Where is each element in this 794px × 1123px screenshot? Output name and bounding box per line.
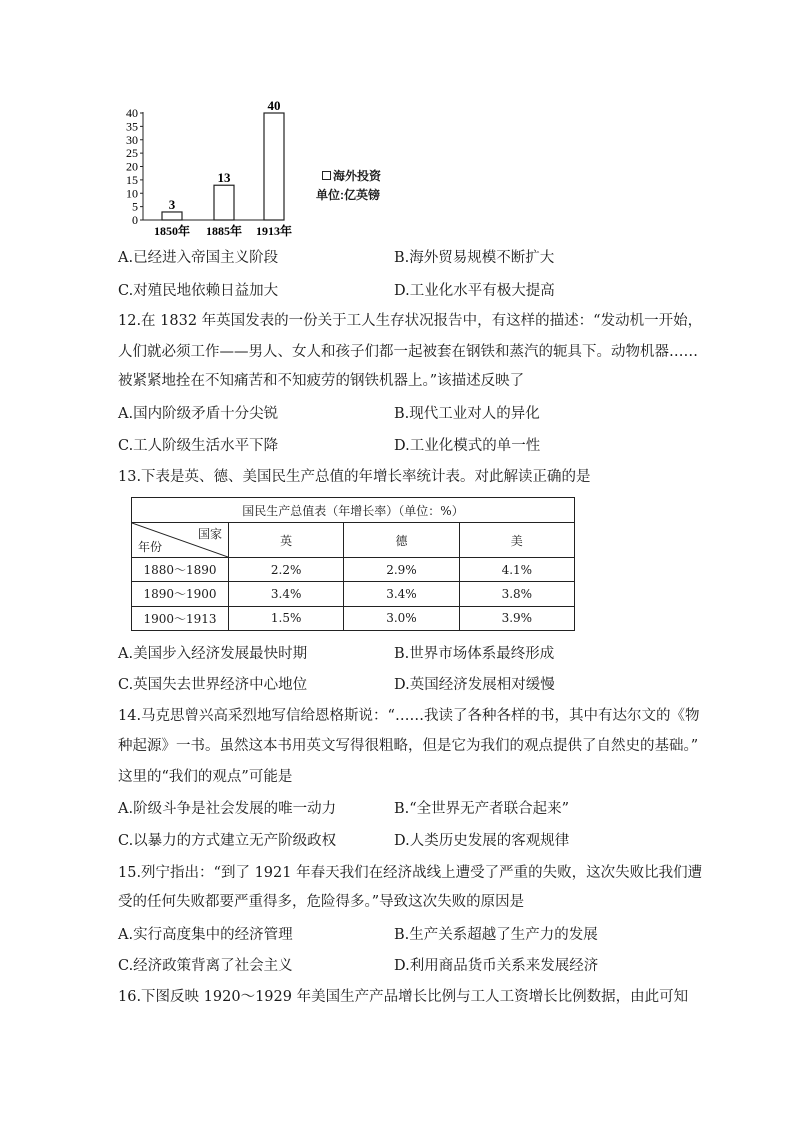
y-tick-label: 10 [126, 186, 138, 201]
q11-option-d: D.工业化水平有极大提高 [394, 283, 555, 299]
cell-de: 2.9% [344, 558, 459, 582]
bar-data-label: 3 [168, 196, 176, 212]
y-tick-label: 40 [126, 106, 138, 120]
q15-option-a: A.实行高度集中的经济管理 [118, 927, 293, 943]
y-axis-ticks [126, 106, 143, 227]
row-period: 1900～1913 [132, 606, 229, 630]
q12-stem-1: 12.在 1832 年英国发表的一份关于工人生存状况报告中，有这样的描述：“发动机一开始， [118, 313, 703, 329]
q12-stem-3: 被紧紧地拴在不知痛苦和不知疲劳的钢铁机器上。”该描述反映了 [118, 373, 525, 389]
legend-label: 海外投资 [322, 167, 381, 184]
q14-stem-1: 14.马克思曾兴高采烈地写信给恩格斯说：“……我读了各种各样的书，其中有达尔文的《物 [118, 708, 700, 724]
y-tick-label: 30 [126, 132, 138, 147]
bar [264, 113, 284, 220]
q11-option-a: A.已经进入帝国主义阶段 [118, 250, 279, 266]
q15-option-c: C.经济政策背离了社会主义 [118, 958, 293, 974]
col-header-de: 德 [344, 523, 459, 558]
cell-us: 4.1% [459, 558, 574, 582]
gdp-growth-table [131, 497, 575, 631]
x-category-label: 1913年 [255, 224, 293, 238]
q15-stem-1: 15.列宁指出：“到了 1921 年春天我们在经济战线上遭受了严重的失败，这次失败比我们遭 [118, 865, 703, 881]
q12-stem-2: 人们就必须工作——男人、女人和孩子们都一起被套在钢铁和蒸汽的轭具下。动物机器…… [118, 344, 698, 360]
q11-option-b: B.海外贸易规模不断扩大 [394, 250, 555, 266]
q13-option-a: A.美国步入经济发展最快时期 [118, 646, 308, 662]
table-row [132, 606, 575, 630]
table-row [132, 558, 575, 582]
cell-uk: 1.5% [229, 606, 344, 630]
cell-uk: 2.2% [229, 558, 344, 582]
q14-option-a: A.阶级斗争是社会发展的唯一动力 [118, 801, 337, 817]
q13-option-b: B.世界市场体系最终形成 [394, 646, 555, 662]
q16-stem-1: 16.下图反映 1920～1929 年美国生产产品增长比例与工人工资增长比例数据，由此可知 [118, 989, 689, 1005]
col-header-uk: 英 [229, 523, 344, 558]
q12-option-b: B.现代工业对人的异化 [394, 406, 540, 422]
corner-bottom-label: 年份 [138, 540, 163, 554]
bar [214, 185, 234, 220]
q12-option-a: A.国内阶级矛盾十分尖锐 [118, 406, 279, 422]
q13-option-d: D.英国经济发展相对缓慢 [394, 677, 555, 693]
q11-option-c: C.对殖民地依赖日益加大 [118, 283, 279, 299]
table-row [132, 582, 575, 606]
col-header-us: 美 [459, 523, 574, 558]
q14-option-d: D.人类历史发展的客观规律 [394, 833, 570, 849]
cell-us: 3.8% [459, 582, 574, 606]
q13-option-c: C.英国失去世界经济中心地位 [118, 677, 308, 693]
cell-de: 3.4% [344, 582, 459, 606]
cell-uk: 3.4% [229, 582, 344, 606]
y-tick-label: 15 [126, 172, 138, 187]
y-tick-label: 35 [126, 119, 138, 134]
table-title: 国民生产总值表（年增长率）（单位：%） [132, 498, 575, 523]
bar-data-label: 40 [267, 100, 281, 113]
cell-de: 3.0% [344, 606, 459, 630]
bar-data-label: 13 [217, 170, 231, 186]
overseas-investment-chart [112, 100, 312, 240]
corner-top-label: 国家 [197, 527, 222, 541]
chart-unit: 单位:亿英镑 [316, 188, 380, 202]
legend-swatch-box [322, 171, 331, 180]
cell-us: 3.9% [459, 606, 574, 630]
q13-stem-1: 13.下表是英、德、美国民生产总值的年增长率统计表。对此解读正确的是 [118, 469, 591, 485]
q12-option-c: C.工人阶级生活水平下降 [118, 438, 279, 454]
q14-option-c: C.以暴力的方式建立无产阶级政权 [118, 833, 337, 849]
row-period: 1890～1900 [132, 582, 229, 606]
y-tick-label: 20 [126, 159, 138, 174]
y-tick-label: 25 [126, 146, 138, 161]
q14-stem-2: 种起源》一书。虽然这本书用英文写得很粗略，但是它为我们的观点提供了自然史的基础。” [118, 738, 699, 754]
q12-option-d: D.工业化模式的单一性 [394, 438, 541, 454]
q15-stem-2: 受的任何失败都要严重得多，危险得多。”导致这次失败的原因是 [118, 894, 525, 910]
y-tick-label: 0 [132, 213, 138, 227]
q14-option-b: B.“全世界无产者联合起来” [394, 801, 570, 817]
bars [154, 100, 292, 238]
x-category-label: 1850年 [153, 224, 191, 238]
row-period: 1880～1890 [132, 558, 229, 582]
table-corner [132, 523, 229, 558]
q15-option-b: B.生产关系超越了生产力的发展 [394, 927, 598, 943]
q14-stem-3: 这里的“我们的观点”可能是 [118, 769, 293, 785]
bar [162, 212, 182, 220]
q15-option-d: D.利用商品货币关系来发展经济 [394, 958, 599, 974]
y-tick-label: 5 [132, 199, 138, 214]
x-category-label: 1885年 [205, 224, 243, 238]
